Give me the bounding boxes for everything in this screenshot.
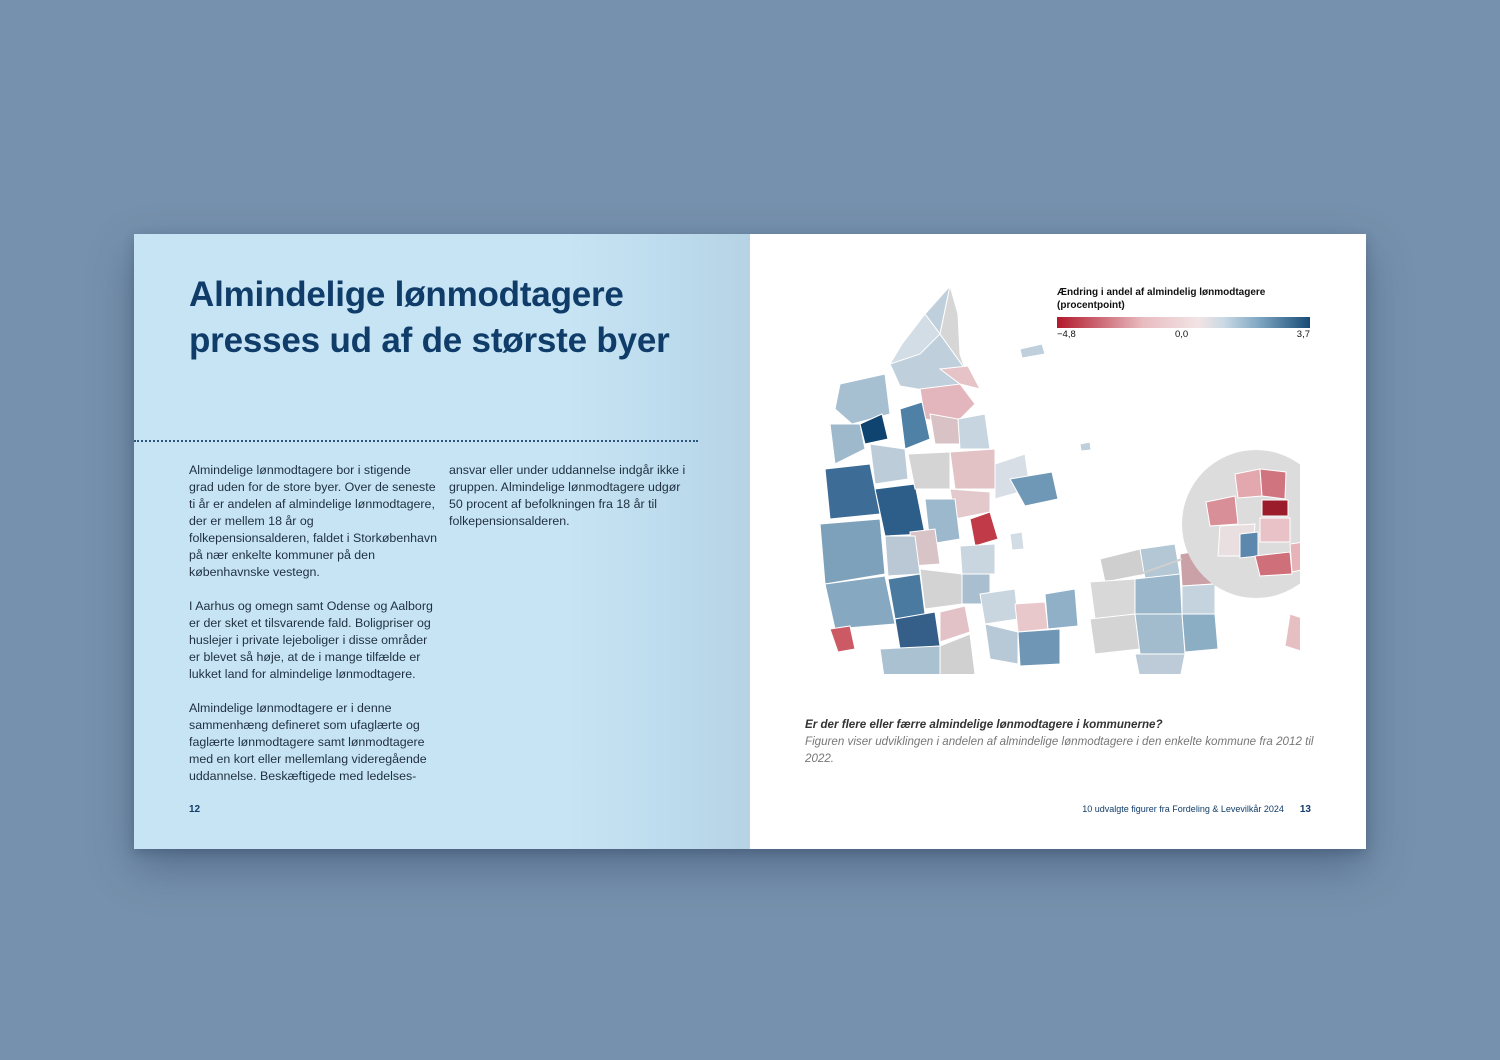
legend-title-line-2: (procentpoint)	[1057, 300, 1125, 311]
region-kolding	[895, 612, 940, 649]
region-struer	[830, 424, 865, 464]
region-vordingborg	[1135, 654, 1185, 674]
body-column-1	[189, 462, 437, 802]
headline-line-1: Almindelige lønmodtagere	[189, 275, 624, 314]
legend-mid-label: 0,0	[1175, 329, 1189, 340]
right-page	[750, 234, 1366, 849]
region-varde	[825, 576, 895, 629]
region-naestved	[1135, 614, 1185, 654]
caption-title: Er der flere eller færre almindelige lønmodtagere i kommunerne?	[805, 718, 1163, 731]
region-vejen	[888, 574, 925, 619]
region-ringkoebing	[820, 519, 885, 584]
region-svendborg	[1018, 629, 1060, 666]
region-billund	[885, 536, 920, 576]
legend-ticks	[1057, 329, 1313, 343]
legend-max-label: 3,7	[1296, 329, 1310, 340]
region-skive	[870, 444, 908, 484]
region-aarhus	[970, 512, 998, 546]
region-faxe	[1182, 614, 1218, 652]
body-paragraph: Almindelige lønmodtagere bor i stigende grad uden for de store byer. Over de seneste ti år er andelen af almindelige lønmodtagere, der er mellem 18 år og folkepensionsalderen, faldet i Storkøbenhavn på nær enkelte kommuner på den københavnske vestegn.	[189, 463, 437, 579]
region-rebild	[930, 414, 960, 444]
figure-caption	[805, 716, 1315, 767]
map-legend	[1057, 286, 1313, 343]
region-laesoe	[1020, 344, 1045, 358]
region-holstebro	[825, 464, 880, 519]
page-headline	[189, 272, 670, 364]
left-page	[134, 234, 750, 849]
region-vejle	[920, 569, 962, 609]
page-number-left: 12	[189, 804, 201, 815]
body-paragraph: ansvar eller under uddannelse indgår ikke i gruppen. Almindelige lønmodtagere udgør 50 procent af befolkningen fra 18 år til folkepensionsalderen.	[449, 463, 686, 528]
region-nyborg	[1045, 589, 1078, 629]
region-cph-gentofte	[1262, 500, 1288, 516]
legend-color-scale	[1057, 317, 1310, 328]
region-mariagerfjord	[958, 414, 990, 449]
headline-line-2: presses ud af de største byer	[189, 321, 670, 360]
region-cph-center	[1260, 518, 1290, 542]
region-odsherred	[1100, 549, 1145, 582]
region-cph-amager	[1290, 542, 1300, 572]
caption-text: Figuren viser udviklingen i andelen af almindelige lønmodtagere i den enkelte kommune fra 2012 til 2022.	[805, 735, 1314, 765]
body-paragraph: I Aarhus og omegn samt Odense og Aalborg er der sket et tilsvarende fald. Boligpriser og huslejer i private lejeboliger i disse områder er blevet så høje, at de i mange tilfælde er lukket land for almindelige lønmodtagere.	[189, 599, 433, 681]
region-viborg	[908, 452, 950, 489]
region-middelfart	[980, 589, 1018, 624]
region-sorø	[1135, 574, 1182, 614]
book-spread	[134, 234, 1366, 849]
region-cph-north	[1235, 469, 1262, 498]
region-bornholm	[1285, 614, 1300, 654]
region-slagelse	[1090, 614, 1140, 654]
region-kalundborg	[1090, 579, 1135, 619]
dotted-divider	[134, 440, 698, 442]
legend-title-line-1: Ændring i andel af almindelig lønmodtagere	[1057, 287, 1266, 298]
region-cph-broendby	[1240, 532, 1258, 558]
legend-min-label: −4,8	[1057, 329, 1076, 340]
legend-title	[1057, 286, 1313, 312]
page-number-right: 13	[1299, 804, 1311, 815]
region-odense	[1015, 602, 1048, 632]
footer-publication-title: 10 udvalgte figurer fra Fordeling & Levevilkår 2024	[1082, 804, 1284, 814]
region-koege	[1182, 584, 1215, 614]
body-column-2	[449, 462, 697, 547]
region-samsoe	[1010, 532, 1024, 550]
region-skanderborg	[960, 544, 995, 574]
region-anholt	[1080, 442, 1091, 451]
region-herning	[875, 484, 925, 536]
region-assens	[985, 624, 1018, 664]
region-cph-south	[1255, 552, 1292, 576]
region-haderslev	[880, 646, 940, 674]
region-esbjerg	[830, 626, 855, 652]
region-cph-west	[1206, 496, 1238, 526]
running-footer	[1082, 804, 1311, 815]
body-paragraph: Almindelige lønmodtagere er i denne sammenhæng defineret som ufaglærte og faglærte lønmodtagere samt lønmodtagere med en kort eller mellemlang videregående uddannelse. Beskæftigede med ledelses-	[189, 701, 427, 783]
region-randers	[950, 449, 995, 489]
region-cph-lyngby	[1260, 469, 1286, 499]
